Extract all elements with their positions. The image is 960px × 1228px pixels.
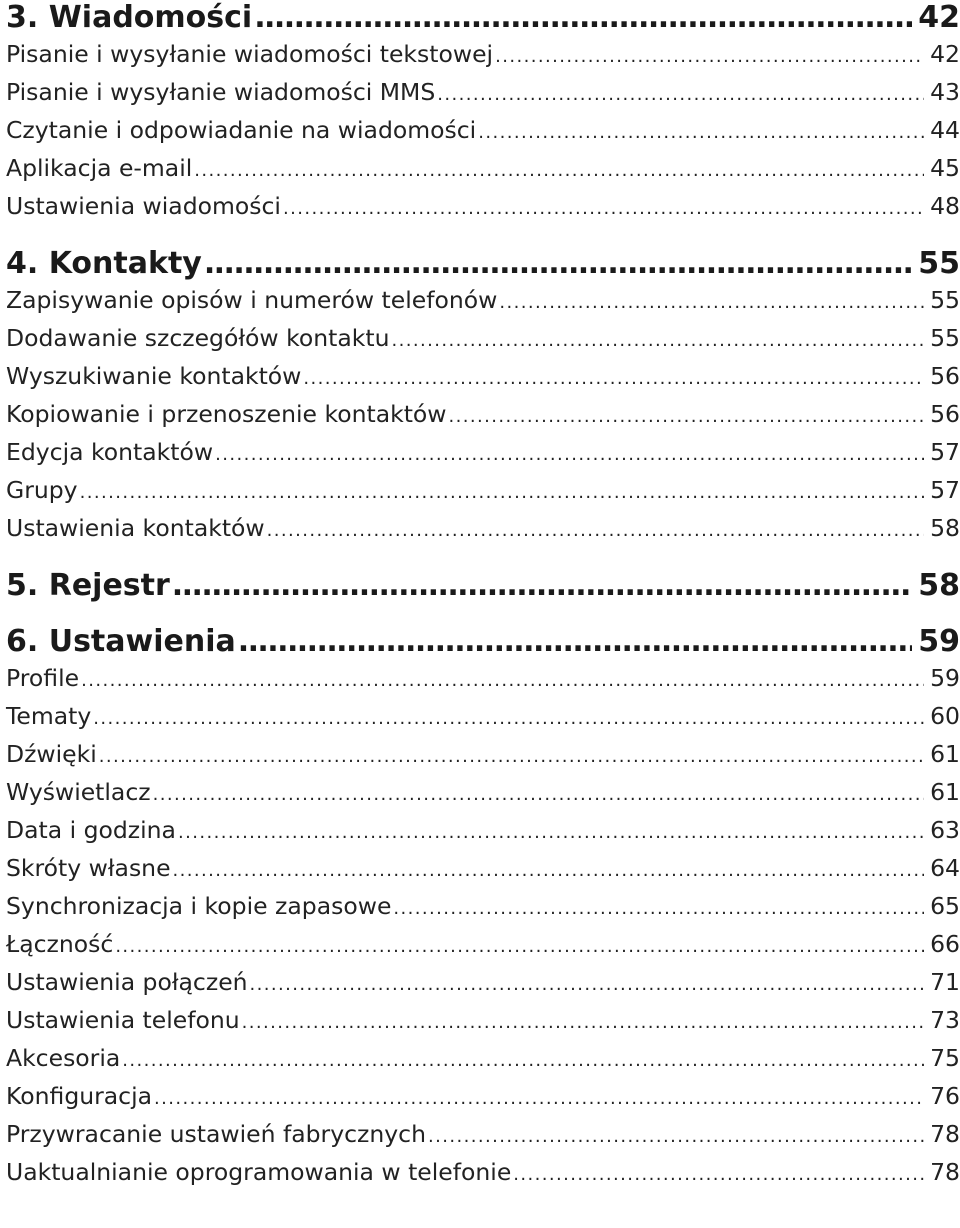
entry-title: Grupy xyxy=(6,476,78,504)
entry-page-number: 75 xyxy=(930,1044,960,1072)
entry-title: Ustawienia połączeń xyxy=(6,968,248,996)
dot-leader xyxy=(204,246,912,276)
dot-leader xyxy=(115,936,924,954)
entry-page-number: 45 xyxy=(930,154,960,182)
toc-entry[interactable] xyxy=(6,192,960,230)
toc-entry[interactable] xyxy=(6,816,960,854)
toc-section-ustawienia xyxy=(6,624,960,1196)
toc-entry[interactable] xyxy=(6,40,960,78)
dot-leader xyxy=(194,160,924,178)
entry-title: Łączność xyxy=(6,930,114,958)
toc-section-rejestr xyxy=(6,568,960,608)
dot-leader xyxy=(153,784,925,802)
dot-leader xyxy=(283,198,924,216)
entry-title: Skróty własne xyxy=(6,854,171,882)
dot-leader xyxy=(80,482,925,500)
entry-page-number: 42 xyxy=(930,40,960,68)
entry-page-number: 44 xyxy=(930,116,960,144)
dot-leader xyxy=(99,746,924,764)
toc-entry[interactable] xyxy=(6,1082,960,1120)
toc-entry[interactable] xyxy=(6,1120,960,1158)
chapter-title: 3. Wiadomości xyxy=(6,0,253,35)
entry-title: Profile xyxy=(6,664,80,692)
dot-leader xyxy=(238,624,913,654)
entry-page-number: 59 xyxy=(930,664,960,692)
entry-title: Ustawienia telefonu xyxy=(6,1006,240,1034)
entry-title: Konfiguracja xyxy=(6,1082,153,1110)
entry-title: Synchronizacja i kopie zapasowe xyxy=(6,892,392,920)
entry-title: Akcesoria xyxy=(6,1044,121,1072)
chapter-title: 4. Kontakty xyxy=(6,246,202,281)
entry-page-number: 76 xyxy=(930,1082,960,1110)
entry-title: Wyświetlacz xyxy=(6,778,151,806)
dot-leader xyxy=(122,1050,924,1068)
entry-title: Dźwięki xyxy=(6,740,97,768)
dot-leader xyxy=(250,974,925,992)
toc-entry[interactable] xyxy=(6,664,960,702)
toc-entry[interactable] xyxy=(6,702,960,740)
entry-title: Aplikacja e-mail xyxy=(6,154,193,182)
dot-leader xyxy=(215,444,924,462)
toc-entry[interactable] xyxy=(6,286,960,324)
chapter-title: 5. Rejestr xyxy=(6,568,170,603)
entry-title: Przywracanie ustawień fabrycznych xyxy=(6,1120,426,1148)
entry-title: Czytanie i odpowiadanie na wiadomości xyxy=(6,116,477,144)
dot-leader xyxy=(178,822,924,840)
dot-leader xyxy=(172,568,912,598)
entry-title: Wyszukiwanie kontaktów xyxy=(6,362,302,390)
dot-leader xyxy=(81,670,924,688)
dot-leader xyxy=(499,292,924,310)
chapter-heading[interactable] xyxy=(6,246,960,286)
toc-entry[interactable] xyxy=(6,1158,960,1196)
dot-leader xyxy=(437,84,924,102)
entry-page-number: 61 xyxy=(930,740,960,768)
toc-entry[interactable] xyxy=(6,154,960,192)
toc-entry[interactable] xyxy=(6,968,960,1006)
toc-section-wiadomosci xyxy=(6,0,960,230)
toc-entry[interactable] xyxy=(6,514,960,552)
chapter-title: 6. Ustawienia xyxy=(6,624,236,659)
entry-page-number: 63 xyxy=(930,816,960,844)
entry-page-number: 78 xyxy=(930,1120,960,1148)
entry-page-number: 78 xyxy=(930,1158,960,1186)
dot-leader xyxy=(495,46,924,64)
dot-leader xyxy=(478,122,924,140)
entry-page-number: 48 xyxy=(930,192,960,220)
dot-leader xyxy=(93,708,924,726)
entry-title: Tematy xyxy=(6,702,92,730)
table-of-contents xyxy=(6,0,960,1196)
entry-title: Dodawanie szczegółów kontaktu xyxy=(6,324,390,352)
toc-entry[interactable] xyxy=(6,930,960,968)
chapter-page-number: 55 xyxy=(918,246,960,281)
entry-title: Pisanie i wysyłanie wiadomości MMS xyxy=(6,78,436,106)
toc-entry[interactable] xyxy=(6,438,960,476)
entry-page-number: 55 xyxy=(930,286,960,314)
chapter-page-number: 42 xyxy=(918,0,960,35)
dot-leader xyxy=(267,520,924,538)
entry-page-number: 57 xyxy=(930,438,960,466)
entry-page-number: 58 xyxy=(930,514,960,542)
dot-leader xyxy=(449,406,925,424)
entry-page-number: 55 xyxy=(930,324,960,352)
dot-leader xyxy=(393,898,924,916)
dot-leader xyxy=(513,1164,924,1182)
toc-entry[interactable] xyxy=(6,1006,960,1044)
entry-page-number: 61 xyxy=(930,778,960,806)
entry-title: Edycja kontaktów xyxy=(6,438,214,466)
dot-leader xyxy=(242,1012,924,1030)
entry-title: Pisanie i wysyłanie wiadomości tekstowej xyxy=(6,40,494,68)
toc-entry[interactable] xyxy=(6,1044,960,1082)
dot-leader xyxy=(254,0,912,30)
dot-leader xyxy=(391,330,924,348)
entry-page-number: 43 xyxy=(930,78,960,106)
entry-title: Uaktualnianie oprogramowania w telefonie xyxy=(6,1158,512,1186)
entry-title: Ustawienia wiadomości xyxy=(6,192,281,220)
entry-title: Zapisywanie opisów i numerów telefonów xyxy=(6,286,498,314)
toc-entry[interactable] xyxy=(6,892,960,930)
entry-page-number: 71 xyxy=(930,968,960,996)
toc-entry[interactable] xyxy=(6,362,960,400)
chapter-heading[interactable] xyxy=(6,624,960,664)
chapter-heading[interactable] xyxy=(6,0,960,40)
entry-page-number: 64 xyxy=(930,854,960,882)
toc-entry[interactable] xyxy=(6,78,960,116)
entry-page-number: 56 xyxy=(930,362,960,390)
chapter-page-number: 58 xyxy=(918,568,960,603)
entry-page-number: 66 xyxy=(930,930,960,958)
entry-page-number: 57 xyxy=(930,476,960,504)
toc-entry[interactable] xyxy=(6,854,960,892)
toc-entry[interactable] xyxy=(6,400,960,438)
chapter-heading[interactable] xyxy=(6,568,960,608)
entry-page-number: 73 xyxy=(930,1006,960,1034)
chapter-page-number: 59 xyxy=(918,624,960,659)
toc-entry[interactable] xyxy=(6,116,960,154)
entry-title: Data i godzina xyxy=(6,816,176,844)
dot-leader xyxy=(303,368,924,386)
toc-entry[interactable] xyxy=(6,324,960,362)
dot-leader xyxy=(154,1088,924,1106)
dot-leader xyxy=(428,1126,924,1144)
toc-entry[interactable] xyxy=(6,476,960,514)
entry-page-number: 60 xyxy=(930,702,960,730)
entry-page-number: 65 xyxy=(930,892,960,920)
toc-entry[interactable] xyxy=(6,740,960,778)
entry-title: Kopiowanie i przenoszenie kontaktów xyxy=(6,400,447,428)
toc-section-kontakty xyxy=(6,246,960,552)
dot-leader xyxy=(173,860,925,878)
entry-page-number: 56 xyxy=(930,400,960,428)
entry-title: Ustawienia kontaktów xyxy=(6,514,265,542)
toc-entry[interactable] xyxy=(6,778,960,816)
